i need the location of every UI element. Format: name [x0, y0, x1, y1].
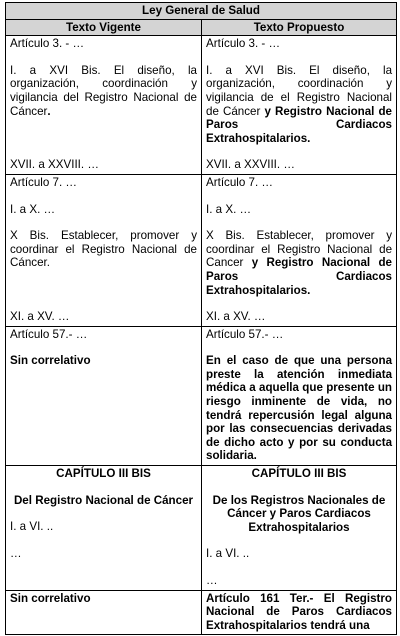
ellipsis-text: … [206, 574, 218, 587]
cell-vigente-articulo-3 [6, 36, 202, 175]
column-header-texto-vigente: Texto Vigente [6, 19, 202, 36]
cell-propuesto-articulo-3 [202, 36, 397, 175]
cell-propuesto-capitulo-iii-bis [202, 466, 397, 591]
cell-propuesto-articulo-161-ter [202, 590, 397, 635]
sin-correlativo-label: Sin correlativo [10, 354, 91, 368]
table-row [6, 174, 397, 326]
article-fraction-range: I. a VI. .. [206, 547, 250, 561]
article-fraction-range: XVII. a XXVIII. … [206, 158, 295, 172]
cell-vigente-articulo-57 [6, 326, 202, 465]
article-fraction-range: I. a VI. .. [10, 520, 54, 534]
article-text: I. a XVI Bis. El diseño, la organización, coordinación y vigilancia del Registro Nacional de Cáncer. [10, 63, 197, 118]
chapter-title: De los Registros Nacionales de Cáncer y Paros Cardiacos Extrahospitalarios [212, 493, 386, 534]
table-row [6, 326, 397, 465]
article-heading: Artículo 3. - … [206, 37, 281, 51]
article-heading: Artículo 7. … [206, 175, 274, 189]
article-text: Artículo 161 Ter.- El Registro Nacional de Paros Cardiacos Extrahospitalarios tendrá una [206, 591, 393, 632]
table-title: Ley General de Salud [6, 3, 397, 20]
table-row [6, 36, 397, 175]
chapter-heading: CAPÍTULO III BIS [56, 467, 151, 481]
article-text: En el caso de que una persona preste la atención inmediata médica a aquella que presente un riesgo inminente de vida, no tendrá repercusión legal alguna por las consecuencias derivadas de dicho acto y por su conducta solidaria. [206, 354, 393, 463]
table-row [6, 590, 397, 635]
ellipsis-text: … [10, 546, 22, 560]
table-title-row [6, 3, 397, 20]
article-fraction-range: I. a X. … [10, 202, 56, 216]
article-text: X Bis. Establecer, promover y coordinar el Registro Nacional de Cancer y Registro Nacional de Paros Cardiacos Extrahospitalarios. [206, 229, 393, 297]
article-fraction-range: XVII. a XXVIII. … [10, 158, 99, 172]
article-fraction-range: I. a X. … [206, 202, 252, 216]
cell-propuesto-articulo-57 [202, 326, 397, 465]
comparison-table [5, 2, 397, 635]
article-heading: Artículo 57.- … [206, 327, 284, 341]
table-header-row [6, 19, 397, 36]
article-heading: Artículo 3. - … [10, 37, 85, 51]
article-fraction-range: XI. a XV. … [206, 310, 266, 324]
column-header-texto-propuesto: Texto Propuesto [202, 19, 397, 36]
article-heading: Artículo 57.- … [10, 327, 88, 341]
cell-propuesto-articulo-7 [202, 174, 397, 326]
article-heading: Artículo 7. … [10, 175, 78, 189]
chapter-heading: CAPÍTULO III BIS [251, 467, 347, 481]
cell-vigente-capitulo-iii-bis [6, 466, 202, 591]
chapter-title: Del Registro Nacional de Cáncer [13, 493, 194, 507]
article-text: X Bis. Establecer, promover y coordinar el Registro Nacional de Cáncer. [10, 229, 197, 270]
cell-vigente-articulo-161-ter [6, 590, 202, 635]
article-text: I. a XVI Bis. El diseño, la organización, coordinación y vigilancia de el Registro Nacional de Cáncer y Registro Nacional de Paros Cardiacos Extrahospitalarios. [206, 63, 393, 145]
cell-vigente-articulo-7 [6, 174, 202, 326]
sin-correlativo-label: Sin correlativo [10, 591, 91, 605]
article-fraction-range: XI. a XV. … [10, 309, 70, 323]
table-row [6, 466, 397, 591]
